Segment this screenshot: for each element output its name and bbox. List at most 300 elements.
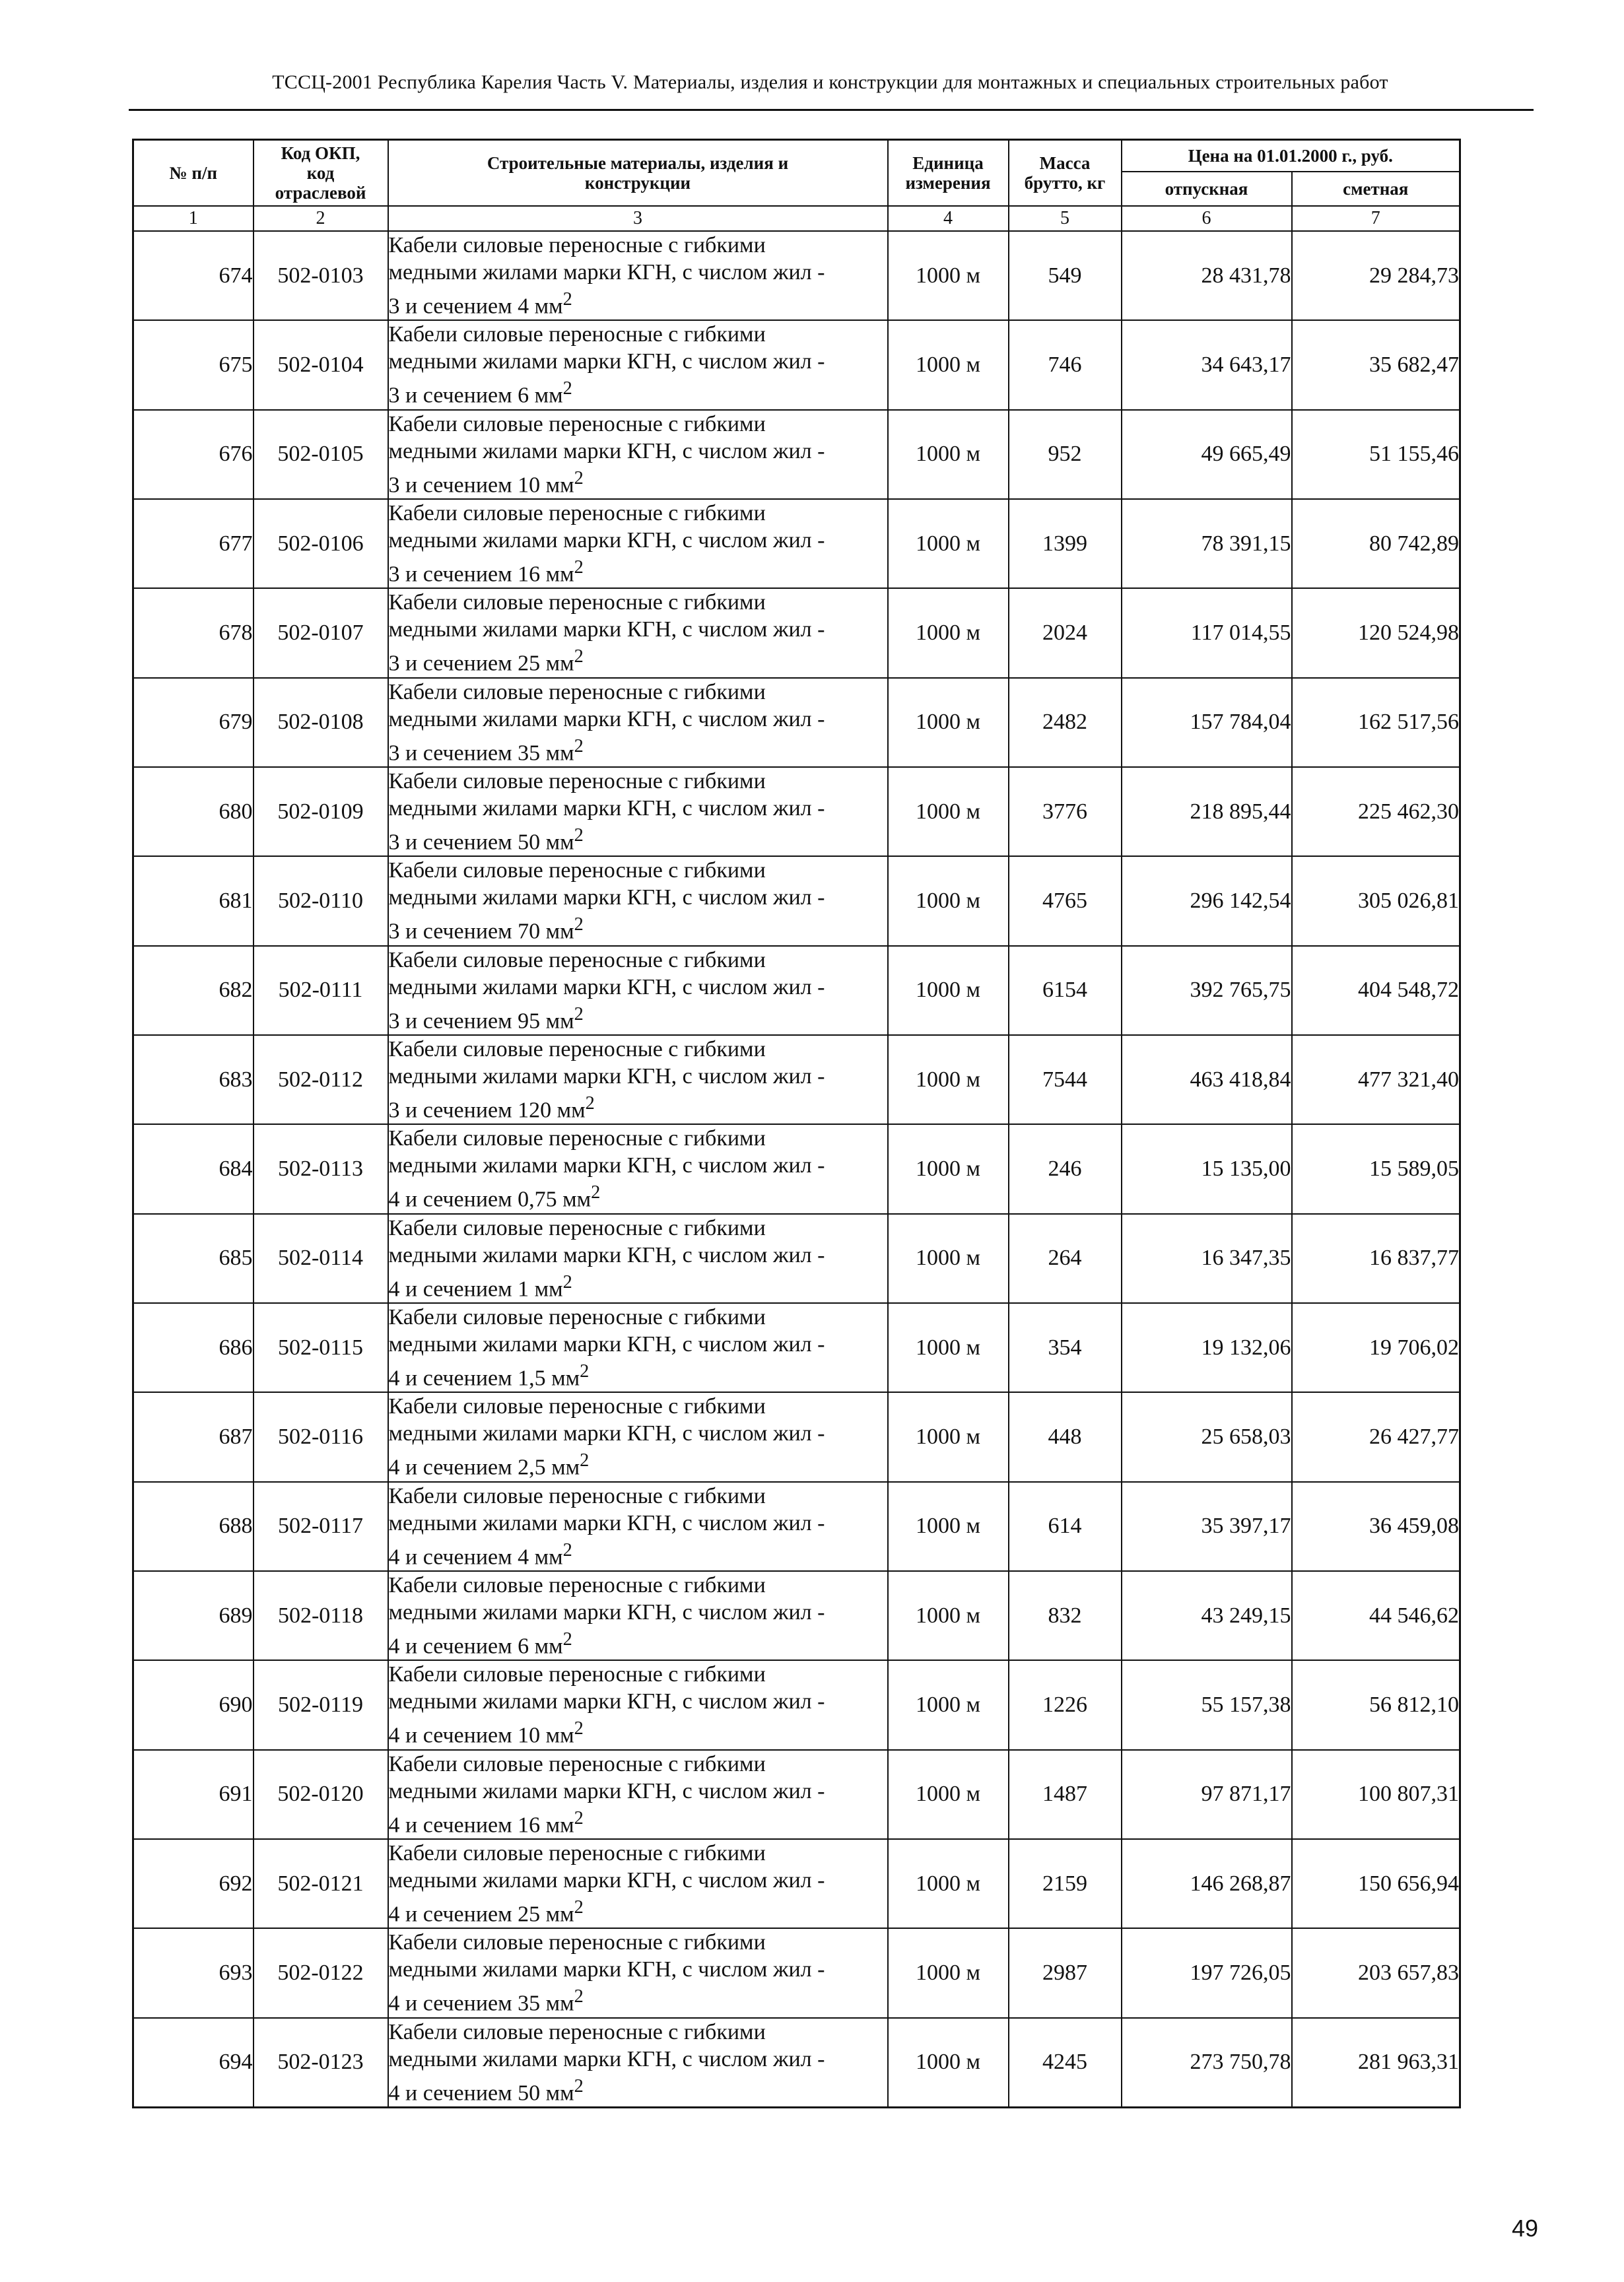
row-code: 502-0121 (254, 1839, 388, 1928)
row-description (388, 410, 888, 499)
row-mass: 1226 (1009, 1660, 1122, 1749)
row-description-line (389, 1447, 887, 1481)
row-price-sale: 15 135,00 (1122, 1124, 1292, 1213)
row-description-line: Кабели силовые переносные с гибкими (388, 411, 766, 436)
row-description-line-text: 3 и сечением 120 мм (388, 1098, 586, 1123)
table-row (133, 1035, 1460, 1124)
row-description (388, 1214, 888, 1303)
row-code: 502-0108 (254, 678, 388, 767)
col-header-mass-line1: Масса (1039, 153, 1091, 173)
superscript-mark: 2 (562, 378, 572, 399)
row-price-estimate: 120 524,98 (1292, 588, 1460, 677)
row-index: 677 (133, 499, 254, 588)
col-number: 5 (1009, 206, 1122, 231)
row-description (388, 1571, 888, 1660)
row-description-line: Кабели силовые переносные с гибкими (388, 1751, 766, 1776)
row-description-line-text: 4 и сечением 1,5 мм (388, 1366, 580, 1391)
col-header-name-line1: Строительные материалы, изделия и (487, 153, 789, 173)
row-unit: 1000 м (888, 1839, 1009, 1928)
row-mass: 614 (1009, 1482, 1122, 1571)
superscript-mark: 2 (574, 1003, 584, 1024)
row-mass: 1487 (1009, 1750, 1122, 1839)
table-row (133, 231, 1460, 320)
row-description-line-text: 3 и сечением 4 мм (388, 294, 563, 319)
row-description-line (389, 1537, 887, 1570)
page-number: 49 (1512, 2215, 1539, 2242)
row-price-estimate: 44 546,62 (1292, 1571, 1460, 1660)
row-price-estimate: 56 812,10 (1292, 1660, 1460, 1749)
row-description-line: медными жилами марки КГН, с числом жил - (388, 1153, 825, 1178)
row-description-line-text: 3 и сечением 6 мм (388, 383, 563, 408)
row-code: 502-0123 (254, 2018, 388, 2108)
row-description-line: Кабели силовые переносные с гибкими (388, 679, 766, 704)
row-description-line: Кабели силовые переносные с гибкими (388, 858, 766, 883)
col-number: 6 (1122, 206, 1292, 231)
row-description-line: Кабели силовые переносные с гибкими (388, 322, 766, 347)
row-description-line: Кабели силовые переносные с гибкими (388, 2019, 766, 2044)
row-description-line-text: 3 и сечением 35 мм (388, 740, 574, 765)
col-header-mass-line2: брутто, кг (1024, 173, 1106, 193)
row-description-line: Кабели силовые переносные с гибкими (388, 1126, 766, 1151)
row-description (388, 1660, 888, 1749)
row-unit: 1000 м (888, 320, 1009, 409)
row-description-line (389, 1358, 887, 1392)
row-description-line: медными жилами марки КГН, с числом жил - (388, 349, 825, 374)
row-code: 502-0122 (254, 1928, 388, 2017)
table-body (133, 231, 1460, 2107)
row-price-estimate: 477 321,40 (1292, 1035, 1460, 1124)
row-mass: 1399 (1009, 499, 1122, 588)
row-description-line: медными жилами марки КГН, с числом жил - (388, 1331, 825, 1357)
superscript-mark: 2 (574, 467, 584, 488)
row-code: 502-0115 (254, 1303, 388, 1392)
row-description-line: медными жилами марки КГН, с числом жил - (388, 438, 825, 463)
row-price-estimate: 16 837,77 (1292, 1214, 1460, 1303)
row-description (388, 499, 888, 588)
row-price-sale: 28 431,78 (1122, 231, 1292, 320)
row-unit: 1000 м (888, 1214, 1009, 1303)
row-index: 676 (133, 410, 254, 499)
row-code: 502-0118 (254, 1571, 388, 1660)
row-description-line: Кабели силовые переносные с гибкими (388, 1662, 766, 1687)
row-price-estimate: 80 742,89 (1292, 499, 1460, 588)
page-header: ТССЦ-2001 Республика Карелия Часть V. Материалы, изделия и конструкции для монтажных и специальных строительных работ (272, 71, 1388, 93)
row-description-line-text: 4 и сечением 16 мм (388, 1812, 574, 1837)
row-mass: 246 (1009, 1124, 1122, 1213)
row-mass: 2987 (1009, 1928, 1122, 2017)
row-code: 502-0105 (254, 410, 388, 499)
row-description-line: медными жилами марки КГН, с числом жил - (388, 1421, 825, 1446)
row-description-line (389, 1090, 887, 1124)
col-header-index (133, 140, 254, 207)
col-number: 1 (133, 206, 254, 231)
header-rule (129, 109, 1534, 111)
row-description-line-text: 4 и сечением 2,5 мм (388, 1455, 580, 1480)
row-mass: 4765 (1009, 856, 1122, 945)
row-description (388, 767, 888, 856)
row-description-line-text: 3 и сечением 70 мм (388, 919, 574, 944)
table-row (133, 588, 1460, 677)
row-mass: 3776 (1009, 767, 1122, 856)
row-description-line: медными жилами марки КГН, с числом жил - (388, 1778, 825, 1803)
row-unit: 1000 м (888, 1750, 1009, 1839)
col-header-code (254, 140, 388, 207)
row-index: 688 (133, 1482, 254, 1571)
row-description-line: медными жилами марки КГН, с числом жил - (388, 1510, 825, 1535)
row-unit: 1000 м (888, 410, 1009, 499)
col-header-code-line3: отраслевой (275, 183, 366, 203)
row-description-line-text: 4 и сечением 25 мм (388, 1902, 574, 1927)
row-unit: 1000 м (888, 1482, 1009, 1571)
row-description-line-text: 4 и сечением 10 мм (388, 1723, 574, 1748)
row-description-line: Кабели силовые переносные с гибкими (388, 1394, 766, 1419)
table-row (133, 1124, 1460, 1213)
row-index: 685 (133, 1214, 254, 1303)
row-price-sale: 273 750,78 (1122, 2018, 1292, 2108)
row-unit: 1000 м (888, 946, 1009, 1035)
row-description-line: медными жилами марки КГН, с числом жил - (388, 260, 825, 285)
row-description-line-text: 4 и сечением 4 мм (388, 1544, 563, 1569)
row-price-sale: 78 391,15 (1122, 499, 1292, 588)
row-description (388, 1392, 888, 1481)
row-code: 502-0112 (254, 1035, 388, 1124)
row-description-line: медными жилами марки КГН, с числом жил - (388, 885, 825, 910)
row-description-line: Кабели силовые переносные с гибкими (388, 1483, 766, 1508)
row-mass: 6154 (1009, 946, 1122, 1035)
row-price-estimate: 15 589,05 (1292, 1124, 1460, 1213)
price-table (132, 139, 1461, 2108)
row-description-line: Кабели силовые переносные с гибкими (388, 500, 766, 525)
row-description-line: Кабели силовые переносные с гибкими (388, 768, 766, 793)
table-row (133, 856, 1460, 945)
row-description-line (389, 286, 887, 319)
superscript-mark: 2 (580, 1360, 590, 1382)
row-price-sale: 19 132,06 (1122, 1303, 1292, 1392)
row-code: 502-0119 (254, 1660, 388, 1749)
row-description-line (389, 465, 887, 498)
table-row (133, 499, 1460, 588)
row-code: 502-0107 (254, 588, 388, 677)
row-description-line: Кабели силовые переносные с гибкими (388, 1215, 766, 1240)
superscript-mark: 2 (580, 1450, 590, 1471)
row-description-line: медными жилами марки КГН, с числом жил - (388, 1063, 825, 1089)
table-row (133, 1660, 1460, 1749)
table-row (133, 1750, 1460, 1839)
row-description (388, 1482, 888, 1571)
row-description-line (389, 554, 887, 587)
row-description-line (389, 1983, 887, 2017)
row-price-estimate: 305 026,81 (1292, 856, 1460, 945)
row-unit: 1000 м (888, 767, 1009, 856)
row-index: 686 (133, 1303, 254, 1392)
row-description-line (389, 1715, 887, 1749)
row-description-line (389, 911, 887, 945)
row-price-estimate: 150 656,94 (1292, 1839, 1460, 1928)
row-unit: 1000 м (888, 499, 1009, 588)
row-description-line: медными жилами марки КГН, с числом жил - (388, 795, 825, 821)
row-price-sale: 157 784,04 (1122, 678, 1292, 767)
row-price-sale: 117 014,55 (1122, 588, 1292, 677)
row-index: 694 (133, 2018, 254, 2108)
superscript-mark: 2 (574, 735, 584, 756)
row-index: 680 (133, 767, 254, 856)
row-mass: 448 (1009, 1392, 1122, 1481)
table-row (133, 946, 1460, 1035)
col-header-price-label: Цена на 01.01.2000 г., руб. (1188, 146, 1393, 166)
row-description-line: медными жилами марки КГН, с числом жил - (388, 1957, 825, 1982)
row-price-sale: 392 765,75 (1122, 946, 1292, 1035)
superscript-mark: 2 (574, 914, 584, 935)
row-price-sale: 197 726,05 (1122, 1928, 1292, 2017)
row-price-estimate: 29 284,73 (1292, 231, 1460, 320)
row-price-estimate: 225 462,30 (1292, 767, 1460, 856)
col-header-name-line2: конструкции (584, 173, 691, 193)
row-index: 675 (133, 320, 254, 409)
row-price-estimate: 36 459,08 (1292, 1482, 1460, 1571)
col-header-name (388, 140, 888, 207)
row-description-line (389, 2073, 887, 2106)
row-description-line (389, 1805, 887, 1838)
row-description (388, 1928, 888, 2017)
row-mass: 746 (1009, 320, 1122, 409)
row-code: 502-0120 (254, 1750, 388, 1839)
col-number: 7 (1292, 206, 1460, 231)
col-header-code-line2: код (306, 163, 335, 183)
row-description-line (389, 1626, 887, 1660)
superscript-mark: 2 (574, 1896, 584, 1918)
superscript-mark: 2 (574, 1807, 584, 1829)
col-header-unit-line2: измерения (905, 173, 991, 193)
row-description-line: медными жилами марки КГН, с числом жил - (388, 527, 825, 553)
row-description-line: Кабели силовые переносные с гибкими (388, 1930, 766, 1955)
table-row (133, 1571, 1460, 1660)
row-description-line: медными жилами марки КГН, с числом жил - (388, 2046, 825, 2071)
row-description-line-text: 4 и сечением 35 мм (388, 1991, 574, 2016)
col-header-price-group (1122, 140, 1460, 172)
table-row (133, 320, 1460, 409)
row-description-line-text: 3 и сечением 50 мм (388, 830, 574, 855)
row-mass: 7544 (1009, 1035, 1122, 1124)
row-index: 683 (133, 1035, 254, 1124)
row-unit: 1000 м (888, 1035, 1009, 1124)
row-description-line-text: 4 и сечением 1 мм (388, 1276, 563, 1301)
row-description-line: медными жилами марки КГН, с числом жил - (388, 1599, 825, 1625)
row-index: 678 (133, 588, 254, 677)
row-description-line: медными жилами марки КГН, с числом жил - (388, 706, 825, 731)
table-row (133, 1928, 1460, 2017)
row-price-sale: 146 268,87 (1122, 1839, 1292, 1928)
row-code: 502-0113 (254, 1124, 388, 1213)
row-description (388, 678, 888, 767)
row-description (388, 1035, 888, 1124)
row-description (388, 946, 888, 1035)
row-description-line: Кабели силовые переносные с гибкими (388, 1840, 766, 1865)
row-code: 502-0116 (254, 1392, 388, 1481)
row-description-line-text: 3 и сечением 25 мм (388, 651, 574, 676)
row-description-line-text: 3 и сечением 10 мм (388, 472, 574, 497)
row-unit: 1000 м (888, 1392, 1009, 1481)
row-description-line (389, 375, 887, 409)
row-description-line: медными жилами марки КГН, с числом жил - (388, 617, 825, 642)
row-description (388, 588, 888, 677)
table-row (133, 1482, 1460, 1571)
row-description-line (389, 1894, 887, 1928)
row-index: 687 (133, 1392, 254, 1481)
row-description (388, 231, 888, 320)
row-mass: 2159 (1009, 1839, 1122, 1928)
superscript-mark: 2 (574, 824, 584, 846)
row-price-sale: 463 418,84 (1122, 1035, 1292, 1124)
row-code: 502-0106 (254, 499, 388, 588)
table-row (133, 678, 1460, 767)
row-index: 679 (133, 678, 254, 767)
table-row (133, 1839, 1460, 1928)
row-mass: 2482 (1009, 678, 1122, 767)
row-description (388, 1750, 888, 1839)
row-index: 691 (133, 1750, 254, 1839)
col-number: 4 (888, 206, 1009, 231)
row-index: 690 (133, 1660, 254, 1749)
col-header-price-estimate: сметная (1292, 172, 1460, 206)
row-code: 502-0103 (254, 231, 388, 320)
row-unit: 1000 м (888, 1124, 1009, 1213)
row-price-sale: 218 895,44 (1122, 767, 1292, 856)
row-description-line: медными жилами марки КГН, с числом жил - (388, 974, 825, 999)
superscript-mark: 2 (562, 289, 572, 310)
row-description-line: медными жилами марки КГН, с числом жил - (388, 1867, 825, 1893)
row-mass: 264 (1009, 1214, 1122, 1303)
row-code: 502-0114 (254, 1214, 388, 1303)
row-index: 684 (133, 1124, 254, 1213)
superscript-mark: 2 (574, 2075, 584, 2097)
row-description-line: Кабели силовые переносные с гибкими (388, 1572, 766, 1597)
row-description-line: Кабели силовые переносные с гибкими (388, 233, 766, 257)
row-description-line (389, 1269, 887, 1302)
row-price-estimate: 19 706,02 (1292, 1303, 1460, 1392)
row-price-estimate: 100 807,31 (1292, 1750, 1460, 1839)
row-code: 502-0111 (254, 946, 388, 1035)
row-description-line: Кабели силовые переносные с гибкими (388, 590, 766, 615)
row-price-estimate: 203 657,83 (1292, 1928, 1460, 2017)
row-description (388, 320, 888, 409)
col-number: 3 (388, 206, 888, 231)
row-code: 502-0117 (254, 1482, 388, 1571)
row-index: 681 (133, 856, 254, 945)
row-description-line-text: 4 и сечением 6 мм (388, 1634, 563, 1659)
superscript-mark: 2 (574, 556, 584, 578)
row-price-sale: 55 157,38 (1122, 1660, 1292, 1749)
row-code: 502-0110 (254, 856, 388, 945)
col-header-price-sale: отпускная (1122, 172, 1292, 206)
row-description-line (389, 1001, 887, 1034)
superscript-mark: 2 (562, 1628, 572, 1650)
row-price-sale: 296 142,54 (1122, 856, 1292, 945)
row-unit: 1000 м (888, 1303, 1009, 1392)
row-price-sale: 34 643,17 (1122, 320, 1292, 409)
row-price-estimate: 35 682,47 (1292, 320, 1460, 409)
table-row (133, 1392, 1460, 1481)
table-row (133, 410, 1460, 499)
row-mass: 354 (1009, 1303, 1122, 1392)
col-header-unit (888, 140, 1009, 207)
row-price-estimate: 51 155,46 (1292, 410, 1460, 499)
row-price-sale: 49 665,49 (1122, 410, 1292, 499)
row-mass: 832 (1009, 1571, 1122, 1660)
row-price-sale: 25 658,03 (1122, 1392, 1292, 1481)
row-description (388, 856, 888, 945)
row-description-line: медными жилами марки КГН, с числом жил - (388, 1689, 825, 1714)
row-price-estimate: 26 427,77 (1292, 1392, 1460, 1481)
row-price-estimate: 404 548,72 (1292, 946, 1460, 1035)
row-mass: 2024 (1009, 588, 1122, 677)
row-unit: 1000 м (888, 1660, 1009, 1749)
superscript-mark: 2 (574, 646, 584, 667)
col-header-index-label: № п/п (169, 163, 217, 183)
superscript-mark: 2 (574, 1986, 584, 2007)
col-header-mass (1009, 140, 1122, 207)
row-index: 692 (133, 1839, 254, 1928)
table-row (133, 1303, 1460, 1392)
row-index: 693 (133, 1928, 254, 2017)
superscript-mark: 2 (562, 1539, 572, 1560)
row-price-sale: 16 347,35 (1122, 1214, 1292, 1303)
row-description-line-text: 4 и сечением 50 мм (388, 2080, 574, 2105)
row-unit: 1000 м (888, 1571, 1009, 1660)
row-description (388, 2018, 888, 2108)
row-code: 502-0104 (254, 320, 388, 409)
row-unit: 1000 м (888, 678, 1009, 767)
row-mass: 952 (1009, 410, 1122, 499)
table-row (133, 767, 1460, 856)
row-description (388, 1124, 888, 1213)
row-description-line-text: 4 и сечением 0,75 мм (388, 1187, 592, 1212)
row-unit: 1000 м (888, 588, 1009, 677)
row-description-line (389, 1179, 887, 1213)
row-price-sale: 35 397,17 (1122, 1482, 1292, 1571)
superscript-mark: 2 (585, 1092, 595, 1114)
row-description-line (389, 643, 887, 677)
row-description-line (389, 733, 887, 766)
row-price-sale: 43 249,15 (1122, 1571, 1292, 1660)
col-header-unit-line1: Единица (912, 153, 984, 173)
row-unit: 1000 м (888, 2018, 1009, 2108)
row-unit: 1000 м (888, 856, 1009, 945)
row-index: 682 (133, 946, 254, 1035)
row-description-line: Кабели силовые переносные с гибкими (388, 947, 766, 972)
row-description-line-text: 3 и сечением 16 мм (388, 562, 574, 587)
row-description (388, 1303, 888, 1392)
row-mass: 4245 (1009, 2018, 1122, 2108)
row-price-estimate: 162 517,56 (1292, 678, 1460, 767)
superscript-mark: 2 (591, 1182, 601, 1203)
row-price-estimate: 281 963,31 (1292, 2018, 1460, 2108)
row-index: 674 (133, 231, 254, 320)
row-description (388, 1839, 888, 1928)
col-number: 2 (254, 206, 388, 231)
row-description-line (389, 822, 887, 856)
superscript-mark: 2 (574, 1718, 584, 1739)
row-code: 502-0109 (254, 767, 388, 856)
row-description-line: медными жилами марки КГН, с числом жил - (388, 1242, 825, 1267)
table-row (133, 1214, 1460, 1303)
row-index: 689 (133, 1571, 254, 1660)
row-description-line: Кабели силовые переносные с гибкими (388, 1304, 766, 1329)
row-description-line-text: 3 и сечением 95 мм (388, 1008, 574, 1033)
row-unit: 1000 м (888, 1928, 1009, 2017)
row-description-line: Кабели силовые переносные с гибкими (388, 1036, 766, 1061)
table-row (133, 2018, 1460, 2108)
col-header-code-line1: Код ОКП, (281, 143, 360, 163)
